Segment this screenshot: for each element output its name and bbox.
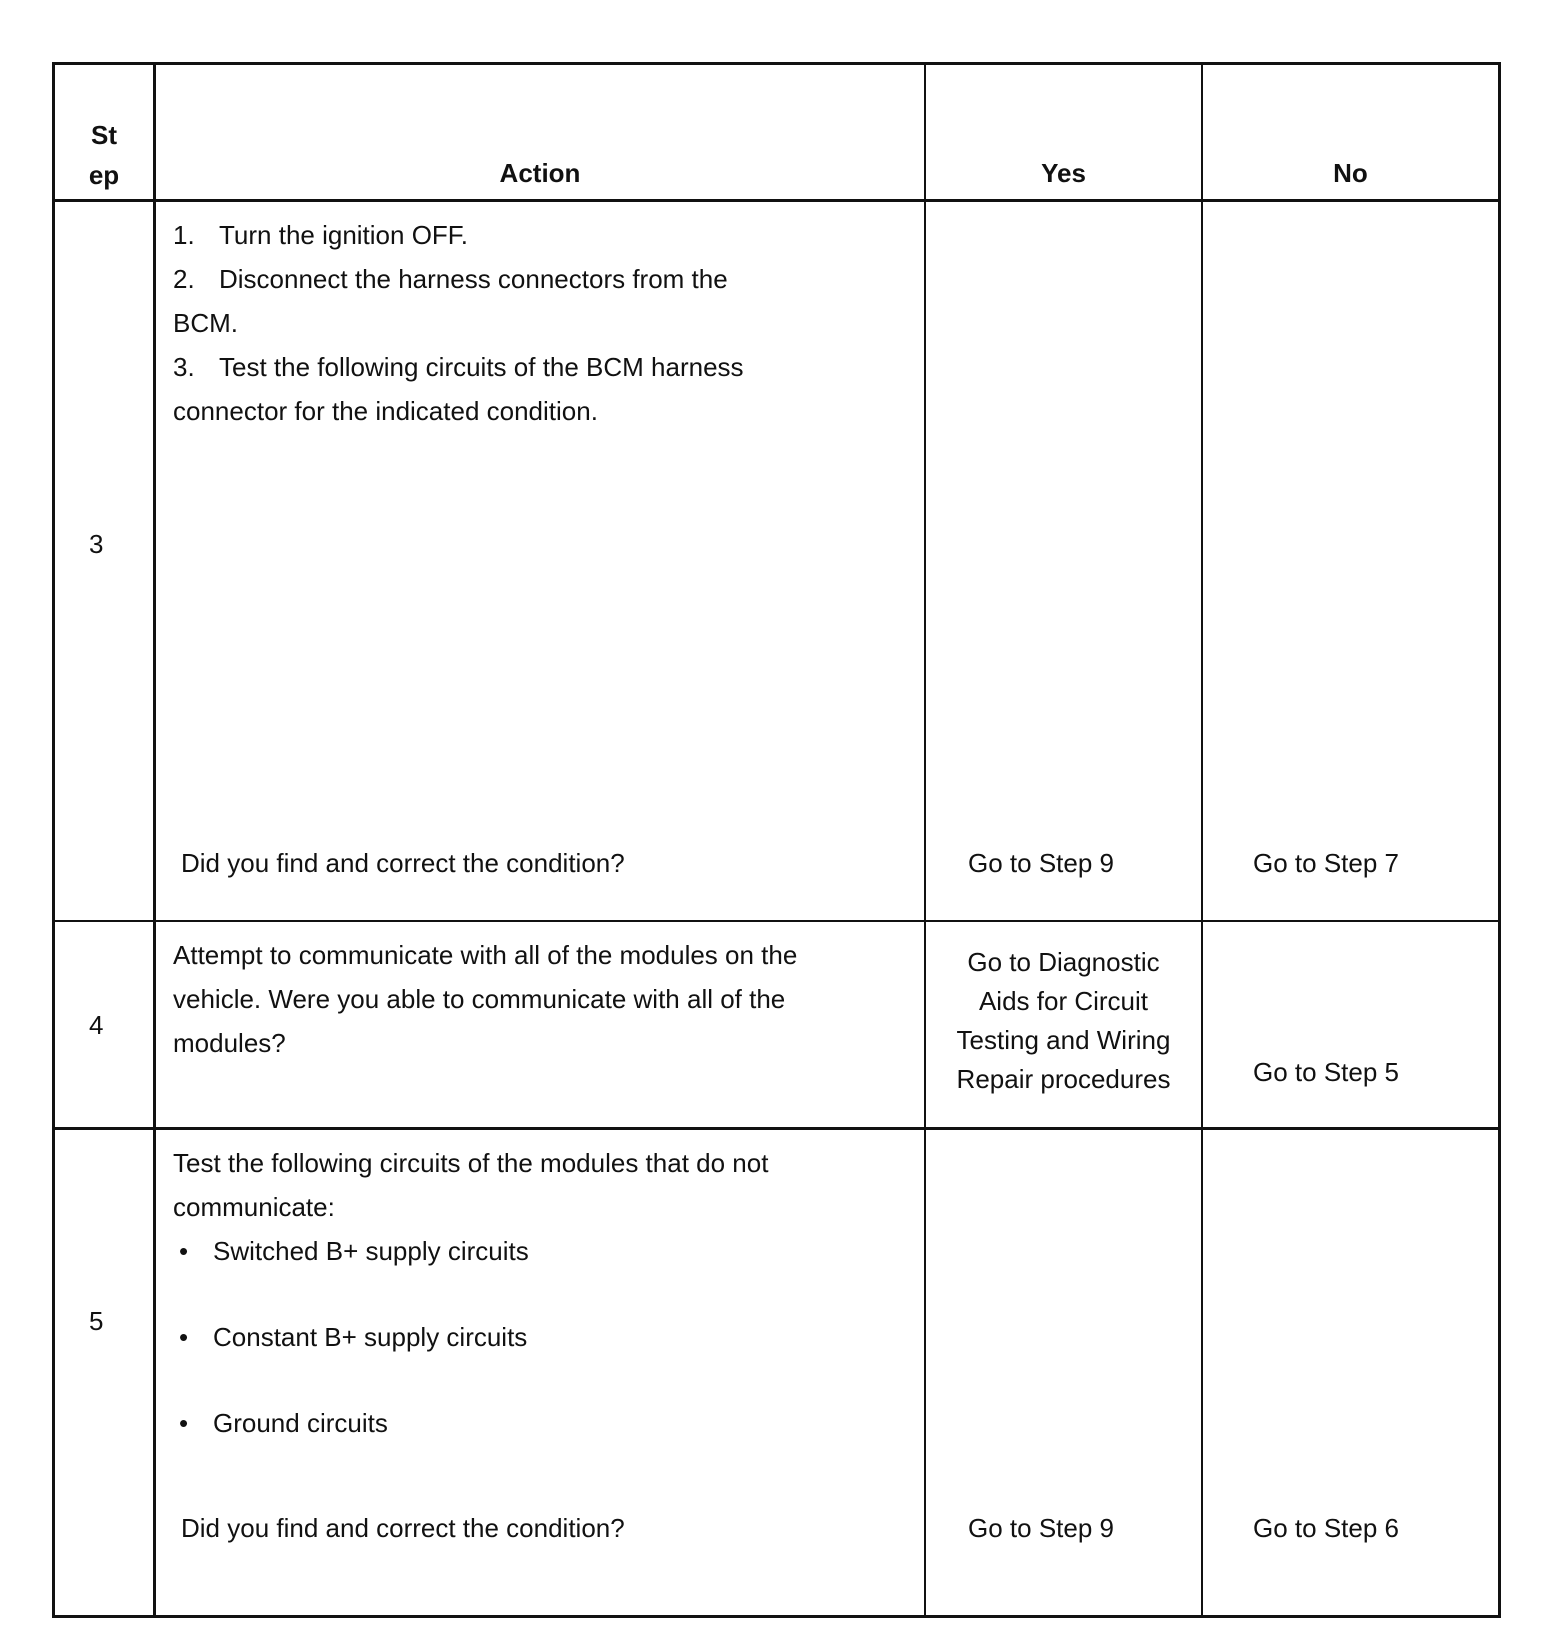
bullet-text: Switched B+ supply circuits — [213, 1236, 529, 1266]
row-5-action — [173, 1141, 918, 1445]
list-text: BCM. — [173, 308, 238, 338]
list-item — [173, 301, 913, 345]
row-3-no: Go to Step 7 — [1253, 848, 1399, 878]
text-line: vehicle. Were you able to communicate with all of the — [173, 984, 786, 1014]
row-divider — [55, 1127, 1498, 1130]
bullet-item — [173, 1315, 918, 1359]
row-4-yes — [926, 943, 1201, 1099]
diagnostic-table — [52, 62, 1501, 1618]
text-line: communicate: — [173, 1192, 335, 1222]
list-item — [173, 213, 913, 257]
list-text: Disconnect the harness connectors from the — [219, 264, 728, 294]
bullet-icon: • — [179, 1322, 189, 1352]
text-line: Repair procedures — [956, 1064, 1171, 1094]
row-3-action — [173, 213, 913, 433]
header-action: Action — [499, 158, 581, 188]
header-step-line2: ep — [88, 160, 120, 190]
row-4-no: Go to Step 5 — [1253, 1057, 1399, 1087]
column-divider — [153, 65, 156, 1615]
list-item — [173, 389, 913, 433]
bullet-text: Ground circuits — [213, 1408, 388, 1438]
bullet-item — [173, 1229, 918, 1273]
row-5-question: Did you find and correct the condition? — [181, 1513, 625, 1543]
row-5-yes: Go to Step 9 — [968, 1513, 1114, 1543]
text-line: modules? — [173, 1028, 286, 1058]
text-line: Aids for Circuit — [978, 986, 1149, 1016]
header-divider — [55, 199, 1498, 202]
row-4-step: 4 — [89, 1010, 104, 1040]
column-divider — [1201, 65, 1203, 1615]
list-text: Turn the ignition OFF. — [219, 220, 469, 250]
header-no: No — [1333, 158, 1368, 188]
list-item — [173, 345, 913, 389]
list-number: 2. — [173, 264, 195, 294]
text-line: Attempt to communicate with all of the modules on the — [173, 940, 798, 970]
header-yes: Yes — [1041, 158, 1086, 188]
list-text: connector for the indicated condition. — [173, 396, 598, 426]
header-step-line1: St — [91, 120, 117, 150]
list-text: Test the following circuits of the BCM harness — [219, 352, 744, 382]
bullet-icon: • — [179, 1236, 189, 1266]
bullet-text: Constant B+ supply circuits — [213, 1322, 528, 1352]
bullet-item — [173, 1401, 918, 1445]
row-5-no: Go to Step 6 — [1253, 1513, 1399, 1543]
row-4-action — [173, 933, 918, 1065]
text-line: Testing and Wiring — [956, 1025, 1171, 1055]
column-divider — [924, 65, 926, 1615]
row-divider — [55, 920, 1498, 922]
row-5-step: 5 — [89, 1306, 104, 1336]
text-line: Test the following circuits of the modules that do not — [173, 1148, 769, 1178]
list-item — [173, 257, 913, 301]
list-number: 1. — [173, 220, 195, 250]
text-line: Go to Diagnostic — [967, 947, 1160, 977]
row-3-question: Did you find and correct the condition? — [181, 848, 625, 878]
row-3-step: 3 — [89, 529, 104, 559]
header-step — [55, 115, 153, 195]
row-3-yes: Go to Step 9 — [968, 848, 1114, 878]
bullet-icon: • — [179, 1408, 189, 1438]
list-number: 3. — [173, 352, 195, 382]
